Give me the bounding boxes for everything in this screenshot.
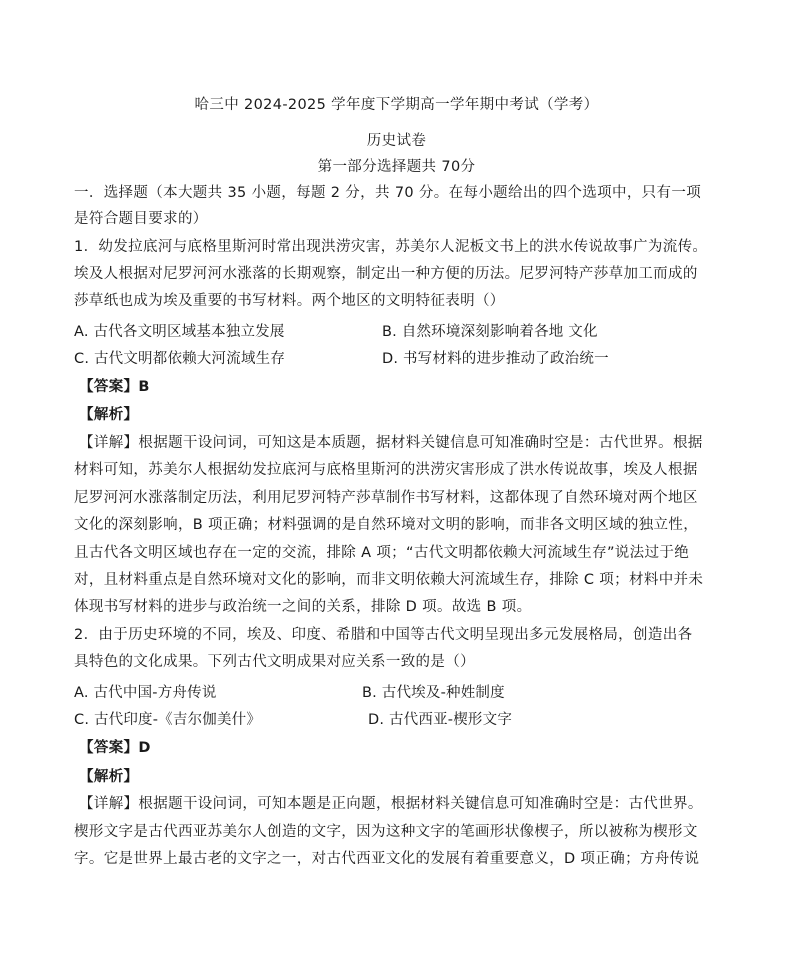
q1-stem-line-2: 埃及人根据对尼罗河河水涨落的长期观察，制定出一种方便的历法。尼罗河特产莎草加工而成的 xyxy=(74,266,698,282)
q2-stem-line-2: 具特色的文化成果。下列古代文明成果对应关系一致的是（） xyxy=(74,654,475,670)
q2-detail-line-2: 楔形文字是古代西亚苏美尔人创造的文字，因为这种文字的笔画形状像楔子，所以被称为楔形文 xyxy=(74,824,698,840)
exam-title: 哈三中 2024-2025 学年度下学期高一学年期中考试（学考） xyxy=(194,97,599,113)
q1-analysis-title: 【解析】 xyxy=(79,407,139,423)
q2-option-c: C. 古代印度-《吉尔伽美什》 xyxy=(74,712,262,728)
part-title: 第一部分选择题共 70分 xyxy=(317,159,476,175)
q1-stem-line-1: 1．幼发拉底河与底格里斯河时常出现洪涝灾害，苏美尔人泥板文书上的洪水传说故事广为流传。 xyxy=(74,239,708,255)
q1-option-c: C. 古代文明都依赖大河流域生存 xyxy=(74,351,286,367)
q1-stem-line-3: 莎草纸也成为埃及重要的书写材料。两个地区的文明特征表明（） xyxy=(74,293,505,309)
q2-stem-line-1: 2．由于历史环境的不同，埃及、印度、希腊和中国等古代文明呈现出多元发展格局，创造出各 xyxy=(74,627,693,643)
q2-option-d: D. 古代西亚-楔形文字 xyxy=(368,712,513,728)
section-instructions-line-1: 一．选择题（本大题共 35 小题，每题 2 分，共 70 分。在每小题给出的四个选项中，只有一项 xyxy=(74,185,702,201)
q1-detail-line-5: 且古代各文明区域也存在一定的交流，排除 A 项；“古代文明都依赖大河流域生存”说法过于绝 xyxy=(74,545,690,561)
q1-detail-line-6: 对，且材料重点是自然环境对文化的影响，而非文明依赖大河流域生存，排除 C 项；材料中并未 xyxy=(74,572,704,588)
q2-option-a: A. 古代中国-方舟传说 xyxy=(74,685,217,701)
q1-detail-line-7: 体现书写材料的进步与政治统一之间的关系，排除 D 项。故选 B 项。 xyxy=(74,599,532,615)
q2-answer: 【答案】D xyxy=(79,740,151,756)
q2-option-b: B. 古代埃及-种姓制度 xyxy=(362,685,505,701)
q1-detail-line-2: 材料可知，苏美尔人根据幼发拉底河与底格里斯河的洪涝灾害形成了洪水传说故事，埃及人根据 xyxy=(74,462,698,478)
q1-detail-line-3: 尼罗河河水涨落制定历法，利用尼罗河特产莎草制作书写材料，这都体现了自然环境对两个地区 xyxy=(74,490,698,506)
section-instructions-line-2: 是符合题目要求的） xyxy=(74,211,208,227)
q1-option-b: B. 自然环境深刻影响着各地 文化 xyxy=(382,324,598,340)
q2-analysis-title: 【解析】 xyxy=(79,769,139,785)
q1-option-a: A. 古代各文明区域基本独立发展 xyxy=(74,324,285,340)
subject-title: 历史试卷 xyxy=(366,133,427,149)
q1-option-d: D. 书写材料的进步推动了政治统一 xyxy=(382,351,609,367)
q2-detail-line-1: 【详解】根据题干设问词，可知本题是正向题，根据材料关键信息可知准确时空是：古代世界。 xyxy=(79,796,703,812)
q1-detail-line-4: 文化的深刻影响，B 项正确；材料强调的是自然环境对文明的影响，而非各文明区域的独立性， xyxy=(74,517,699,533)
q1-answer: 【答案】B xyxy=(79,379,150,395)
q1-detail-line-1: 【详解】根据题干设问词，可知这是本质题，据材料关键信息可知准确时空是：古代世界。根据 xyxy=(79,435,703,451)
q2-detail-line-3: 字。它是世界上最古老的文字之一，对古代西亚文化的发展有着重要意义，D 项正确；方舟传说 xyxy=(74,851,700,867)
